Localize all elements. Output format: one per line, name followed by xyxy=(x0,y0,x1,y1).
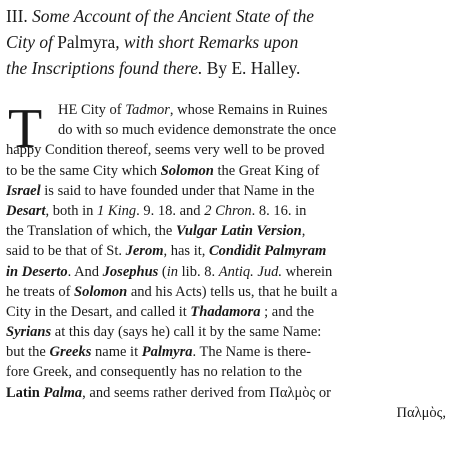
text-span: Palmyra xyxy=(141,344,193,361)
heading-text: , with short Remarks upon xyxy=(115,32,299,52)
text-span: ; and the xyxy=(260,303,315,320)
text-span: HE City of xyxy=(58,102,126,118)
text-span: Thadamora xyxy=(190,303,261,320)
heading-title-start: Some Account of the Ancient State of the xyxy=(32,6,314,26)
article-heading xyxy=(6,3,446,81)
text-span: , and seems rather derived from Παλμὸς or xyxy=(82,384,331,401)
text-span: he treats of xyxy=(6,283,75,300)
text-span: to be the same City which xyxy=(6,162,161,179)
heading-line-1 xyxy=(6,3,446,29)
text-span: . And xyxy=(67,263,103,280)
text-span: Παλμὸς, xyxy=(396,404,446,421)
text-line xyxy=(6,282,446,302)
text-span: ( xyxy=(158,263,167,280)
text-span: happy Condition thereof, seems very well to be proved xyxy=(6,142,325,159)
text-span: Palma xyxy=(43,384,83,401)
text-span: in Deserto xyxy=(6,263,68,280)
text-span: , both in xyxy=(45,202,98,219)
text-span: and his Acts) tells us, that he built a xyxy=(127,283,338,300)
text-span: , xyxy=(301,223,306,240)
heading-line-3 xyxy=(6,55,446,81)
text-line xyxy=(6,100,446,120)
text-span: Israel xyxy=(6,182,41,199)
text-span: . 8. 16. in xyxy=(251,202,307,219)
text-span: Vulgar Latin Version xyxy=(175,223,302,240)
text-line xyxy=(6,181,446,201)
text-line xyxy=(6,322,446,342)
heading-author: By E. Halley. xyxy=(206,58,301,78)
text-line xyxy=(6,221,446,241)
text-line xyxy=(6,140,446,160)
text-span: wherein xyxy=(281,263,333,280)
text-span: at this day (says he) call it by the same Name: xyxy=(51,324,322,341)
text-span: Josephus xyxy=(102,263,159,280)
text-line xyxy=(6,161,446,181)
text-span: Desart xyxy=(6,202,46,219)
body-text xyxy=(6,100,446,423)
text-span: Solomon xyxy=(160,162,214,179)
text-span: lib. 8. xyxy=(178,263,219,280)
text-span: Solomon xyxy=(74,283,128,300)
text-span: . 9. 18. and xyxy=(136,202,205,219)
heading-text: the Inscriptions found there. xyxy=(6,58,203,78)
text-span: the Translation of which, the xyxy=(6,223,176,240)
heading-line-2 xyxy=(6,29,446,55)
text-line xyxy=(6,302,446,322)
text-span: fore Greek, and consequently has no relation to the xyxy=(6,364,302,381)
text-line xyxy=(6,262,446,282)
text-span: , has it, xyxy=(163,243,209,260)
text-span: name it xyxy=(91,344,142,361)
article-numeral: III. xyxy=(6,6,28,26)
text-span: but the xyxy=(6,344,50,361)
text-span: Greeks xyxy=(49,344,92,361)
text-span: , whose Remains in Ruines xyxy=(169,102,328,118)
text-span: Syrians xyxy=(6,324,52,341)
text-span: Latin xyxy=(6,384,44,401)
text-line xyxy=(6,241,446,261)
text-span: 2 Chron xyxy=(204,202,252,219)
text-span: do with so much evidence demonstrate the once xyxy=(58,122,337,139)
heading-palmyra: Palmyra xyxy=(57,32,116,52)
text-span: City in the Desart, and called it xyxy=(6,303,191,320)
text-line xyxy=(6,120,446,140)
text-line xyxy=(6,383,446,403)
drop-cap: T xyxy=(8,98,42,160)
text-span: . The Name is there- xyxy=(192,344,311,361)
text-line xyxy=(6,403,446,423)
text-span: 1 King xyxy=(97,202,137,219)
text-line xyxy=(6,201,446,221)
text-span: Tadmor xyxy=(125,102,170,118)
text-span: said to be that of St. xyxy=(6,243,126,260)
text-span: Jerom xyxy=(125,243,164,260)
text-span: Condidit Palmyram xyxy=(209,243,327,260)
heading-text: City of xyxy=(6,32,53,52)
text-span: in xyxy=(166,263,179,280)
text-span: is said to have founded under that Name in the xyxy=(40,182,315,199)
text-line xyxy=(6,342,446,362)
text-span: Antiq. Jud. xyxy=(218,263,282,280)
text-line xyxy=(6,362,446,382)
text-span: the Great King of xyxy=(213,162,320,179)
